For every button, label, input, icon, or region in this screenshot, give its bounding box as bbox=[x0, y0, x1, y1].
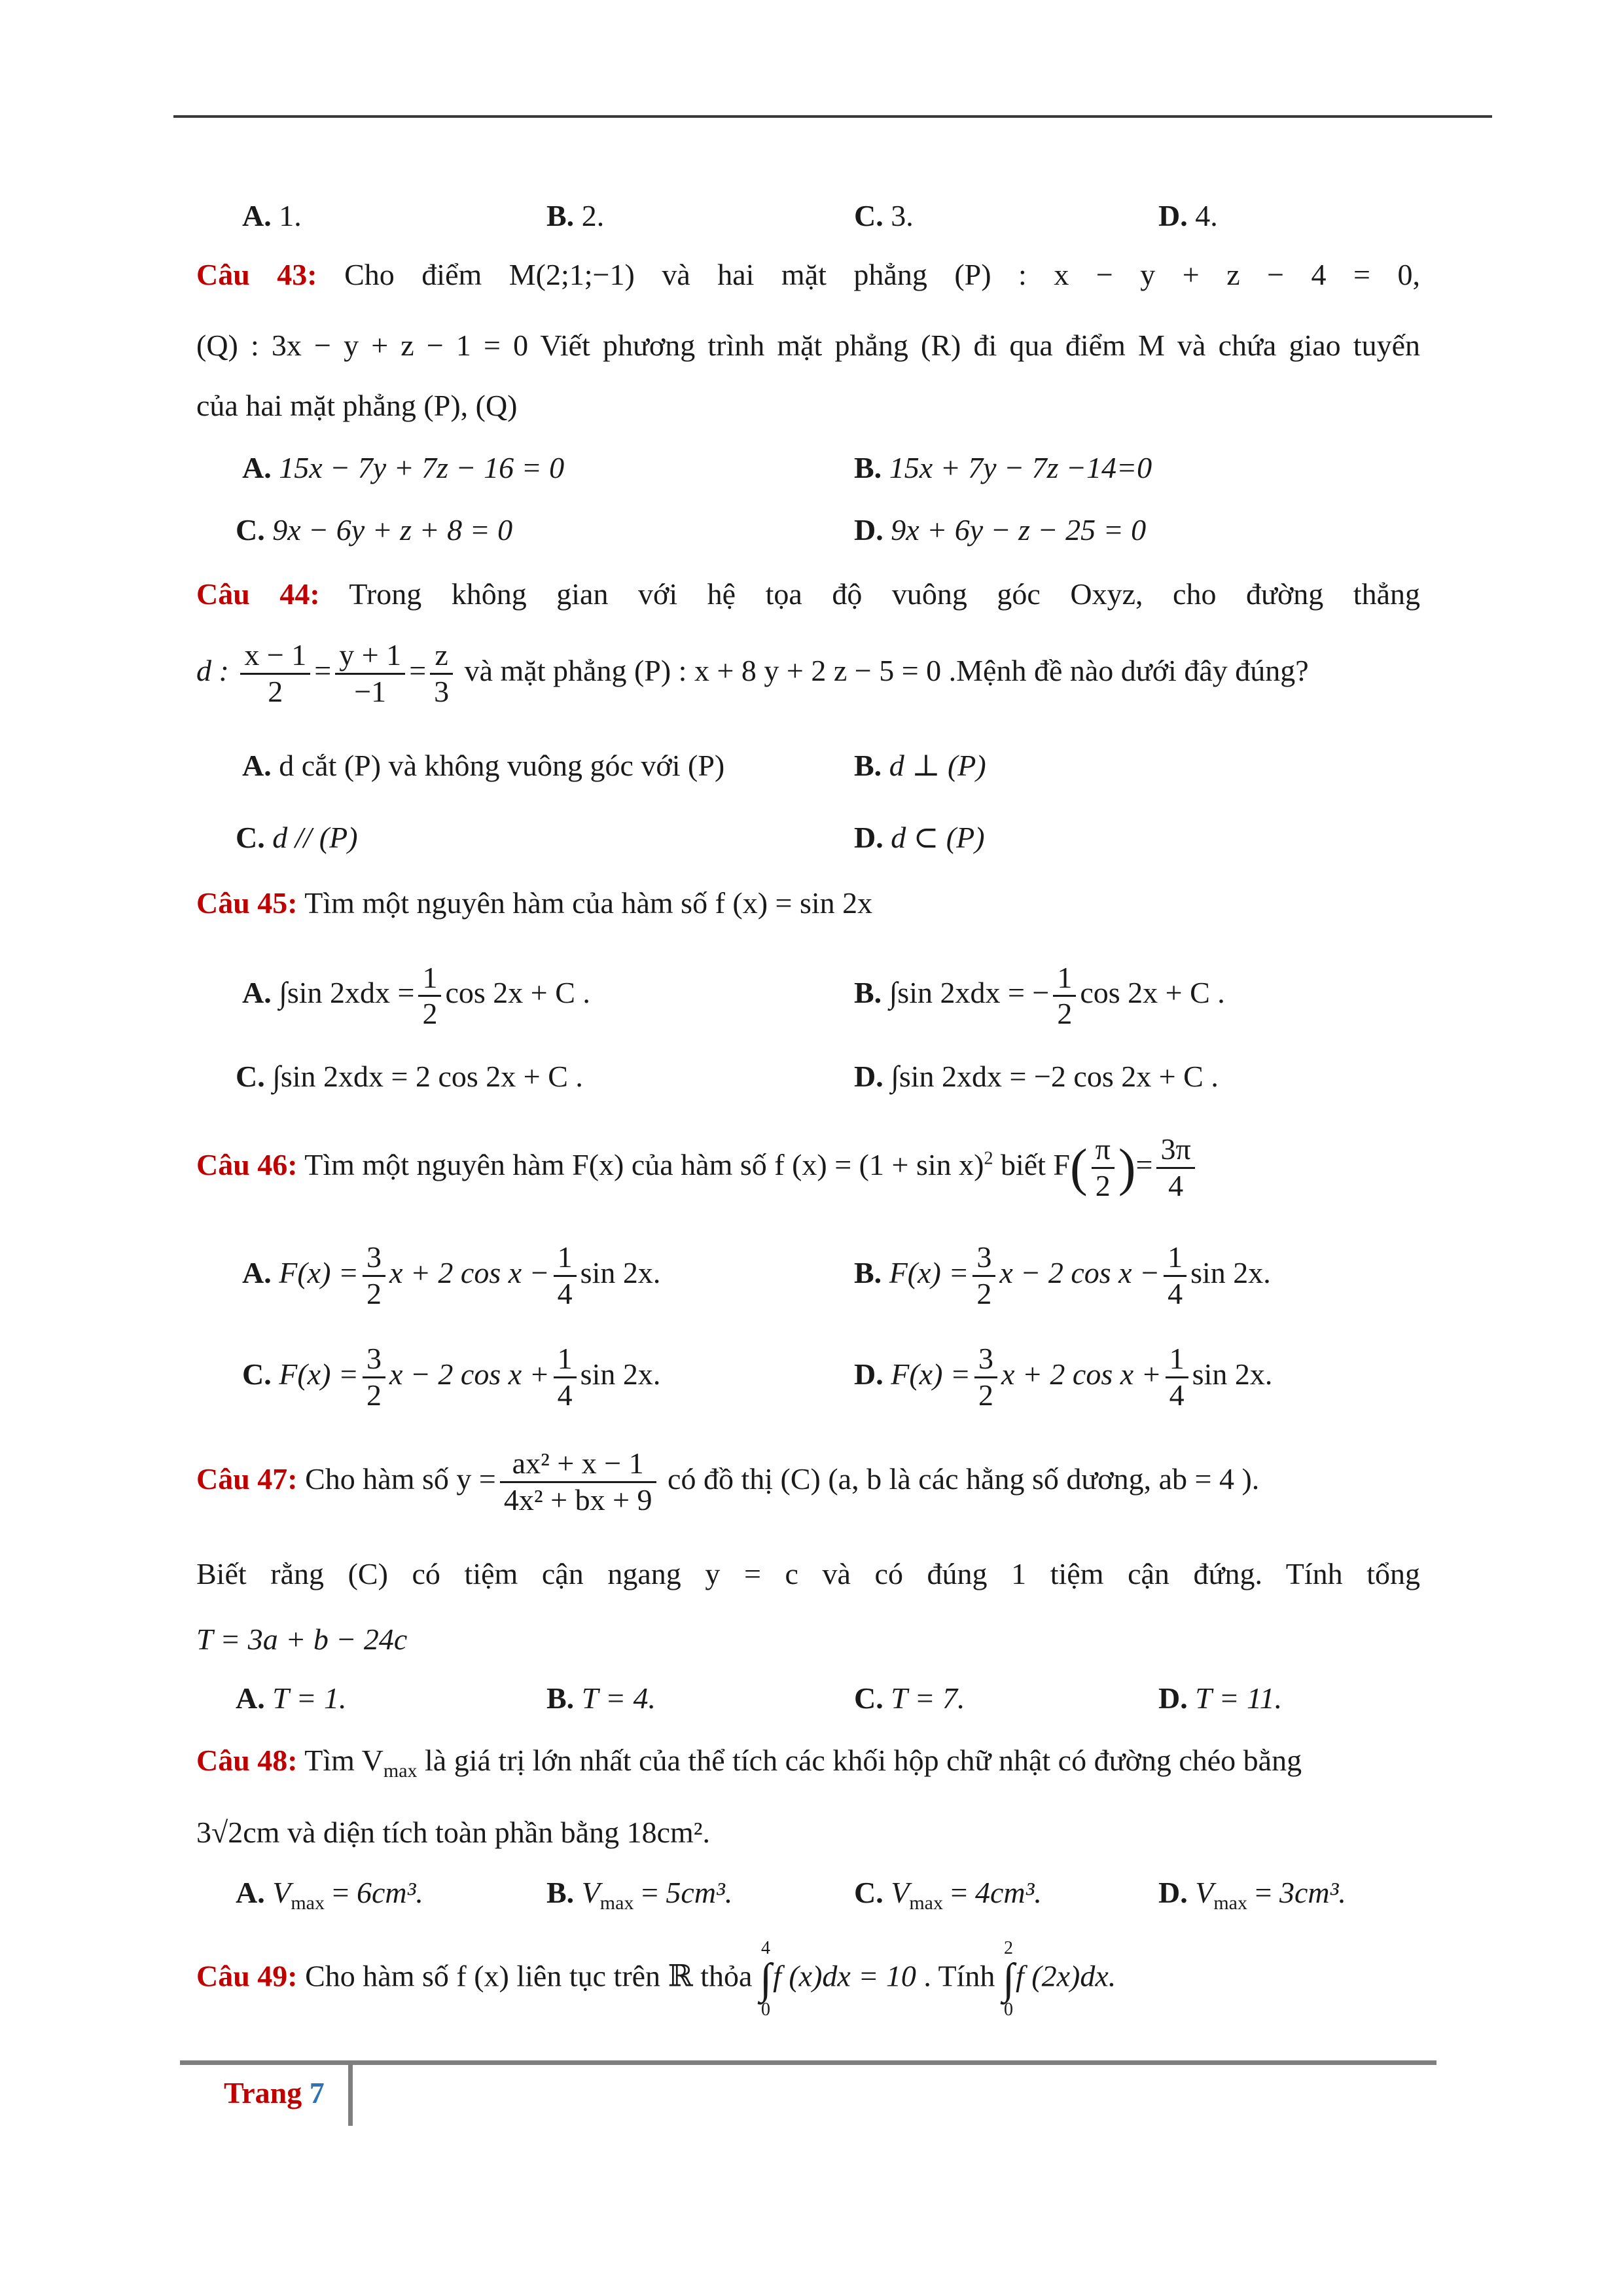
q45-options-ab bbox=[196, 942, 1420, 1030]
integral-icon: ∫ bbox=[759, 1955, 772, 2003]
integral-body: f (2x)dx. bbox=[1016, 1959, 1116, 1993]
page-number: 7 bbox=[309, 2076, 325, 2109]
upper-limit: 2 bbox=[1003, 1938, 1013, 1958]
fraction-denominator: −1 bbox=[354, 674, 387, 708]
equals: = bbox=[1255, 1876, 1272, 1909]
fraction bbox=[363, 1240, 385, 1312]
fraction bbox=[554, 1342, 577, 1413]
option-b-fraction bbox=[1053, 961, 1076, 1031]
option-d-label: D. bbox=[854, 1357, 883, 1391]
option-d-tail: sin 2x. bbox=[1192, 1357, 1273, 1391]
q46-options-cd bbox=[196, 1342, 1420, 1420]
fraction-denominator: 4 bbox=[557, 1378, 573, 1412]
option-c: 4cm³. bbox=[974, 1876, 1042, 1909]
option-c: ∫sin 2xdx = 2 cos 2x + C . bbox=[272, 1060, 583, 1093]
q44-line1 bbox=[196, 575, 1420, 614]
upper-limit: 4 bbox=[761, 1938, 771, 1958]
subscript: max bbox=[1213, 1892, 1247, 1914]
subscript: max bbox=[909, 1892, 943, 1914]
fraction-numerator: 1 bbox=[1053, 961, 1076, 997]
option-b: 5cm³. bbox=[666, 1876, 733, 1909]
fraction-denominator: 2 bbox=[978, 1378, 993, 1412]
option-d-fx: F(x) = bbox=[891, 1357, 971, 1391]
option-c: 9x − 6y + z + 8 = 0 bbox=[272, 513, 513, 547]
option-a-fraction bbox=[418, 961, 441, 1031]
q43-line1 bbox=[196, 255, 1420, 295]
fraction-numerator: 1 bbox=[418, 961, 441, 997]
fraction-numerator: ax² + x − 1 bbox=[500, 1446, 656, 1483]
fraction-denominator: 2 bbox=[976, 1276, 992, 1310]
question-text: (Q) : 3x − y + z − 1 = 0 Viết phương trình mặt phẳng (R) đi qua điểm M và chứa giao tuyến bbox=[196, 329, 1420, 362]
fraction-numerator: π bbox=[1092, 1132, 1115, 1169]
fraction-denominator: 2 bbox=[1057, 997, 1073, 1030]
equals: = bbox=[332, 1876, 349, 1909]
question-text: T = 3a + b − 24c bbox=[196, 1623, 408, 1656]
question-text: Tìm một nguyên hàm của hàm số f (x) = sin 2x bbox=[304, 886, 873, 920]
option-a: d cắt (P) và không vuông góc với (P) bbox=[279, 749, 725, 782]
fraction bbox=[363, 1342, 385, 1413]
question-text: . Tính bbox=[923, 1959, 995, 1993]
option-d-label: D. bbox=[1158, 199, 1188, 232]
option-c: 3. bbox=[891, 199, 914, 232]
option-c-label: C. bbox=[854, 199, 883, 232]
option-c-label: C. bbox=[854, 1876, 883, 1909]
option-d-label: D. bbox=[854, 1060, 883, 1093]
fraction-denominator: 4 bbox=[1168, 1276, 1183, 1310]
pi-fraction bbox=[1092, 1132, 1115, 1204]
option-a-label: A. bbox=[236, 1681, 265, 1715]
question-text: Tìm một nguyên hàm F(x) của hàm số f (x) = (1 + sin x) bbox=[304, 1147, 984, 1181]
option-d: T = 11. bbox=[1195, 1681, 1283, 1715]
fraction bbox=[1164, 1240, 1186, 1312]
option-b: 2. bbox=[581, 199, 605, 232]
option-b-fx: F(x) = bbox=[889, 1255, 969, 1289]
option-d-label: D. bbox=[854, 821, 883, 854]
question-label: Câu 49: bbox=[196, 1959, 298, 1993]
question-text: Cho điểm M(2;1;−1) và hai mặt phẳng (P) : x − y + z − 4 = 0, bbox=[344, 258, 1420, 291]
option-d: ∫sin 2xdx = −2 cos 2x + C . bbox=[891, 1060, 1219, 1093]
option-d-label: D. bbox=[1158, 1681, 1188, 1715]
v-symbol: V bbox=[581, 1876, 600, 1909]
q47-line3 bbox=[196, 1620, 1420, 1659]
fraction-numerator: z bbox=[430, 638, 453, 675]
fraction-numerator: 1 bbox=[1166, 1342, 1188, 1378]
option-c-label: C. bbox=[236, 821, 265, 854]
fraction-numerator: 3 bbox=[972, 1240, 995, 1277]
footer-rule bbox=[180, 2060, 1436, 2065]
option-a: 15x − 7y + 7z − 16 = 0 bbox=[279, 451, 565, 484]
fraction bbox=[972, 1240, 995, 1312]
fraction-denominator: 2 bbox=[366, 1276, 382, 1310]
q42-options bbox=[196, 196, 1420, 236]
subscript: max bbox=[383, 1760, 418, 1782]
q43-options-cd bbox=[196, 511, 1420, 550]
option-b-mid: x − 2 cos x − bbox=[999, 1255, 1160, 1289]
paren-open-icon: ( bbox=[1070, 1139, 1088, 1197]
fraction-z bbox=[430, 638, 453, 709]
lower-limit: 0 bbox=[1003, 2000, 1013, 2020]
q43-line3 bbox=[196, 386, 1420, 425]
integral-limits bbox=[1003, 1937, 1014, 2021]
option-b-left: ∫sin 2xdx = − bbox=[889, 976, 1050, 1010]
result-fraction bbox=[1156, 1132, 1194, 1204]
option-b: 15x + 7y − 7z −14=0 bbox=[889, 451, 1152, 484]
option-d: 3cm³. bbox=[1279, 1876, 1346, 1909]
option-a: T = 1. bbox=[272, 1681, 347, 1715]
option-c-label: C. bbox=[236, 513, 265, 547]
q47-line2 bbox=[196, 1554, 1420, 1594]
q47-options bbox=[196, 1679, 1420, 1718]
option-c-label: C. bbox=[242, 1357, 272, 1391]
option-a: 1. bbox=[279, 199, 302, 232]
option-c: T = 7. bbox=[891, 1681, 965, 1715]
fraction-numerator: 1 bbox=[1164, 1240, 1186, 1277]
q46-line1 bbox=[196, 1132, 1420, 1211]
option-b-label: B. bbox=[854, 1255, 882, 1289]
q43-line2 bbox=[196, 326, 1420, 365]
fraction bbox=[974, 1342, 997, 1413]
question-text: là giá trị lớn nhất của thể tích các khối hộp chữ nhật có đường chéo bằng bbox=[425, 1744, 1302, 1777]
option-b-label: B. bbox=[546, 1876, 575, 1909]
question-label: Câu 47: bbox=[196, 1462, 298, 1496]
exponent: 2 bbox=[984, 1148, 993, 1169]
question-label: Câu 46: bbox=[196, 1147, 298, 1181]
q49-line1 bbox=[196, 1937, 1420, 2029]
option-b-right: cos 2x + C . bbox=[1080, 976, 1225, 1010]
option-d: d ⊂ (P) bbox=[891, 821, 985, 854]
fraction-numerator: 3 bbox=[974, 1342, 997, 1378]
question-label: Câu 44: bbox=[196, 577, 320, 611]
option-d: 9x + 6y − z − 25 = 0 bbox=[891, 513, 1147, 547]
q44-options-cd bbox=[196, 818, 1420, 857]
question-label: Câu 48: bbox=[196, 1744, 298, 1777]
fraction-y bbox=[335, 638, 405, 709]
option-a-label: A. bbox=[242, 1255, 272, 1289]
option-a-label: A. bbox=[236, 1876, 265, 1909]
option-a-label: A. bbox=[242, 451, 272, 484]
line-d-label: d : bbox=[196, 653, 229, 687]
option-c-label: C. bbox=[854, 1681, 883, 1715]
v-symbol: V bbox=[891, 1876, 910, 1909]
fraction-denominator: 4 bbox=[1169, 1378, 1185, 1412]
option-b-label: B. bbox=[854, 451, 882, 484]
integral-icon: ∫ bbox=[1002, 1955, 1015, 2003]
header-rule bbox=[173, 115, 1492, 118]
question-text: Cho hàm số f (x) liên tục trên ℝ thỏa bbox=[305, 1959, 753, 1993]
option-a-left: ∫sin 2xdx = bbox=[279, 976, 415, 1010]
fraction-numerator: 3 bbox=[363, 1240, 385, 1277]
fraction-denominator: 2 bbox=[366, 1378, 382, 1412]
v-symbol: V bbox=[1195, 1876, 1214, 1909]
question-text: 3√2cm và diện tích toàn phần bằng 18cm². bbox=[196, 1816, 711, 1849]
equals: = bbox=[950, 1876, 968, 1909]
fraction-denominator: 4 bbox=[1168, 1168, 1184, 1202]
fraction-denominator: 2 bbox=[422, 997, 438, 1030]
option-d-label: D. bbox=[1158, 1876, 1188, 1909]
option-b: T = 4. bbox=[581, 1681, 656, 1715]
question-label: Câu 43: bbox=[196, 258, 317, 291]
fraction-denominator: 4 bbox=[557, 1276, 573, 1310]
v-symbol: V bbox=[272, 1876, 291, 1909]
fraction-denominator: 3 bbox=[434, 674, 450, 708]
option-d-label: D. bbox=[854, 513, 883, 547]
equals: = bbox=[1135, 1147, 1153, 1181]
question-text: có đồ thị (C) (a, b là các hằng số dương, ab = 4 ). bbox=[668, 1462, 1260, 1496]
fraction-x bbox=[240, 638, 310, 709]
option-a-label: A. bbox=[242, 976, 272, 1010]
function-fraction bbox=[500, 1446, 656, 1518]
fraction-numerator: x − 1 bbox=[240, 638, 310, 675]
fraction bbox=[1166, 1342, 1188, 1413]
option-a-mid: x + 2 cos x − bbox=[389, 1255, 550, 1289]
question-text: và mặt phẳng (P) : x + 8 y + 2 z − 5 = 0 .Mệnh đề nào dưới đây đúng? bbox=[464, 653, 1309, 687]
option-c-mid: x − 2 cos x + bbox=[389, 1357, 550, 1391]
subscript: max bbox=[599, 1892, 634, 1914]
q43-options-ab bbox=[196, 448, 1420, 488]
option-a-tail: sin 2x. bbox=[580, 1255, 661, 1289]
option-a: 6cm³. bbox=[356, 1876, 423, 1909]
q47-line1 bbox=[196, 1446, 1420, 1532]
question-label: Câu 45: bbox=[196, 886, 298, 920]
option-b: d ⊥ (P) bbox=[889, 749, 986, 782]
option-b-label: B. bbox=[546, 1681, 575, 1715]
question-text: Tìm V bbox=[304, 1744, 383, 1777]
option-a-label: A. bbox=[242, 199, 272, 232]
question-text: của hai mặt phẳng (P), (Q) bbox=[196, 389, 518, 422]
fraction-numerator: 3π bbox=[1156, 1132, 1194, 1169]
fraction-denominator: 2 bbox=[268, 674, 283, 708]
option-c-tail: sin 2x. bbox=[580, 1357, 661, 1391]
option-a-label: A. bbox=[242, 749, 272, 782]
paren-close-icon: ) bbox=[1118, 1139, 1136, 1197]
option-b-label: B. bbox=[854, 976, 882, 1010]
question-text: biết F bbox=[1000, 1147, 1071, 1181]
option-c: d // (P) bbox=[272, 821, 358, 854]
q45-line1 bbox=[196, 884, 1420, 923]
q46-options-ab bbox=[196, 1240, 1420, 1319]
integral-body: f (x)dx = 10 bbox=[773, 1959, 916, 1993]
option-b-label: B. bbox=[854, 749, 882, 782]
fraction-numerator: 3 bbox=[363, 1342, 385, 1378]
fraction bbox=[554, 1240, 577, 1312]
q45-options-cd bbox=[196, 1057, 1420, 1096]
subscript: max bbox=[291, 1892, 325, 1914]
equals: = bbox=[641, 1876, 658, 1909]
fraction-denominator: 4x² + bx + 9 bbox=[503, 1482, 652, 1516]
option-b-label: B. bbox=[546, 199, 575, 232]
q48-line2 bbox=[196, 1813, 1420, 1852]
footer-divider bbox=[348, 2063, 353, 2126]
question-text: Trong không gian với hệ tọa độ vuông góc Oxyz, cho đường thẳng bbox=[349, 577, 1421, 611]
option-c-fx: F(x) = bbox=[279, 1357, 359, 1391]
option-d: 4. bbox=[1195, 199, 1218, 232]
q44-options-ab bbox=[196, 746, 1420, 785]
fraction-numerator: 1 bbox=[554, 1342, 577, 1378]
option-d-mid: x + 2 cos x + bbox=[1001, 1357, 1162, 1391]
page-label: Trang bbox=[224, 2076, 302, 2109]
option-c-label: C. bbox=[236, 1060, 265, 1093]
integral-limits bbox=[760, 1937, 772, 2021]
page-footer bbox=[224, 2073, 325, 2113]
q44-line2: d : $\frac{x - 1}{2}$ = $\frac{y + 1}{-1}$ = $\frac{z}{3}$ và mặt phẳng (P) : x + 8 y + 2 z − 5 = 0 .Mệnh đề nào dưới đây đúng? bbox=[196, 638, 1309, 708]
question-text: Cho hàm số y = bbox=[305, 1462, 496, 1496]
option-a-fx: F(x) = bbox=[279, 1255, 359, 1289]
q48-line1 bbox=[196, 1741, 1420, 1791]
option-b-tail: sin 2x. bbox=[1190, 1255, 1271, 1289]
lower-limit: 0 bbox=[761, 2000, 771, 2020]
question-text: Biết rằng (C) có tiệm cận ngang y = c và có đúng 1 tiệm cận đứng. Tính tổng bbox=[196, 1557, 1420, 1590]
option-a-right: cos 2x + C . bbox=[445, 976, 590, 1010]
fraction-numerator: y + 1 bbox=[335, 638, 405, 675]
fraction-denominator: 2 bbox=[1095, 1168, 1111, 1202]
fraction-numerator: 1 bbox=[554, 1240, 577, 1277]
q48-options bbox=[196, 1873, 1420, 1912]
